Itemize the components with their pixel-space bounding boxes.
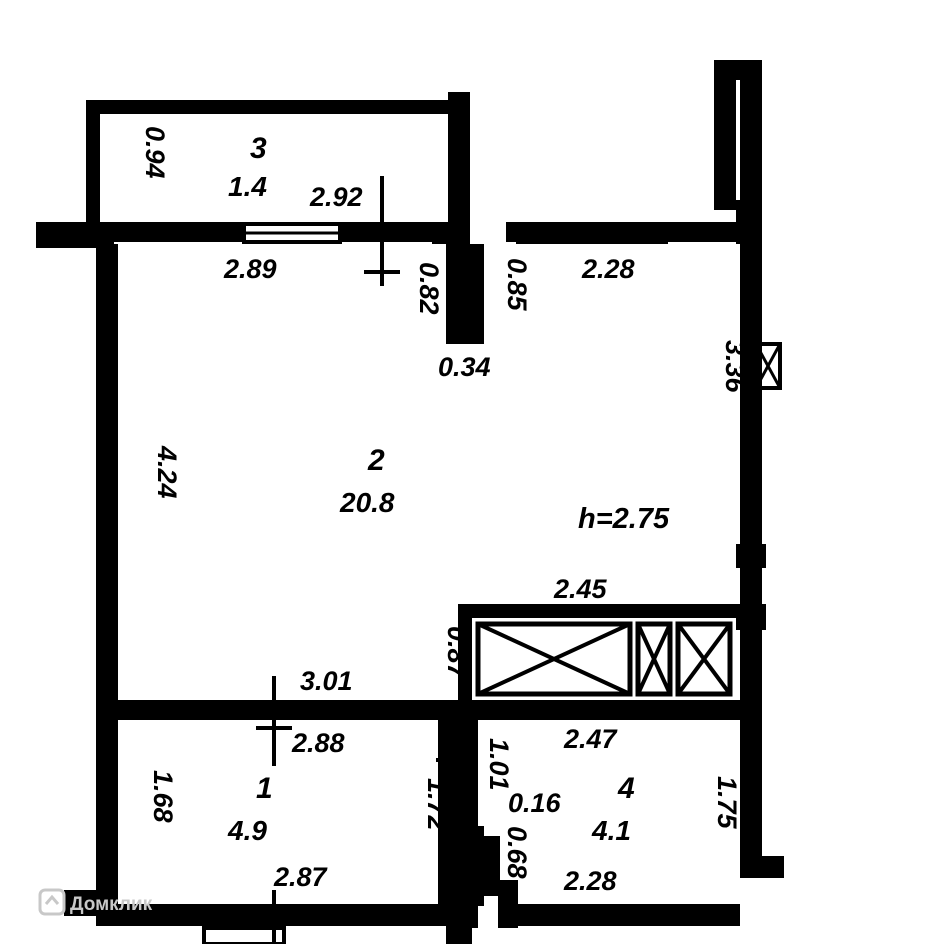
- wall-pier-085: [446, 244, 484, 344]
- wall-bottom-room3-left: [114, 222, 244, 242]
- wall-bottom-room3-right: [364, 222, 432, 242]
- room-number-1: 1: [256, 772, 273, 805]
- dimension-3-36: 3.36: [720, 340, 750, 393]
- dimension-0-85: 0.85: [502, 258, 532, 311]
- dimension-0-94: 0.94: [140, 126, 170, 179]
- dimension-0-16: 0.16: [508, 788, 561, 818]
- wall-top-far-right-vertical: [714, 60, 736, 210]
- dimension-2-89: 2.89: [224, 254, 277, 284]
- wall-bottom-mid-left: [256, 904, 326, 926]
- dimension-0-34: 0.34: [438, 352, 491, 382]
- dimension-2-45: 2.45: [554, 574, 607, 604]
- dimension-1-75: 1.75: [712, 776, 742, 829]
- dimension-0-87: 0.87: [442, 626, 472, 679]
- wall-interior-vertical-mid-lower: [438, 850, 458, 904]
- dimension-1-68: 1.68: [148, 770, 178, 823]
- dimension-2-47: 2.47: [564, 724, 617, 754]
- dimension-0-68: 0.68: [502, 826, 532, 879]
- wall-outer-right-mid: [740, 244, 762, 544]
- room-area-2: 20.8: [340, 487, 395, 518]
- wall-interior-horizontal-left: [118, 700, 458, 720]
- wall-outer-right-upper: [740, 60, 762, 202]
- wall-vertical-room3-right: [448, 92, 470, 222]
- dimension-1-01: 1.01: [484, 738, 514, 791]
- wall-right-pier-1: [736, 544, 766, 568]
- room-number-2: 2: [368, 444, 385, 477]
- wall-recess-top: [458, 604, 740, 618]
- dimension-2-87: 2.87: [274, 862, 327, 892]
- balcony-hatch-group: [478, 624, 730, 694]
- ceiling-height-label: h=2.75: [578, 503, 670, 535]
- door-leaf-bottom: [456, 826, 484, 906]
- dimension-2-28-top: 2.28: [582, 254, 635, 284]
- wall-top-room3: [86, 100, 456, 114]
- dimension-2-88: 2.88: [292, 728, 345, 758]
- dimension-3-01: 3.01: [300, 666, 353, 696]
- wall-right-pier-2: [736, 604, 766, 630]
- wall-bottom-step: [498, 880, 518, 928]
- dimension-4-24: 4.24: [152, 446, 182, 499]
- wall-top-jamb: [432, 222, 470, 244]
- watermark-label: Домклик: [70, 894, 153, 915]
- wall-bottom-room3-mid: [340, 222, 364, 242]
- wall-bottom-right-stub: [740, 856, 784, 878]
- room-area-3: 1.4: [228, 171, 267, 202]
- dimension-2-92: 2.92: [310, 182, 363, 212]
- room-area-1: 4.9: [228, 815, 267, 846]
- wall-bottom-mid: [326, 904, 446, 926]
- wall-left-room3: [86, 100, 100, 226]
- room-number-3: 3: [250, 132, 267, 165]
- wall-outer-right-lower-2: [740, 630, 762, 860]
- dimension-1-72: 1.72: [422, 778, 452, 831]
- watermark: [40, 890, 153, 915]
- wall-top-right-pier: [736, 200, 762, 244]
- dimension-0-82: 0.82: [414, 262, 444, 315]
- dimension-2-28-bottom: 2.28: [564, 866, 617, 896]
- wall-bottom-right: [510, 904, 740, 926]
- room-number-4: 4: [618, 772, 635, 805]
- wall-outer-left: [96, 244, 118, 904]
- wall-interior-horizontal-right: [458, 700, 740, 720]
- room-area-4: 4.1: [592, 815, 631, 846]
